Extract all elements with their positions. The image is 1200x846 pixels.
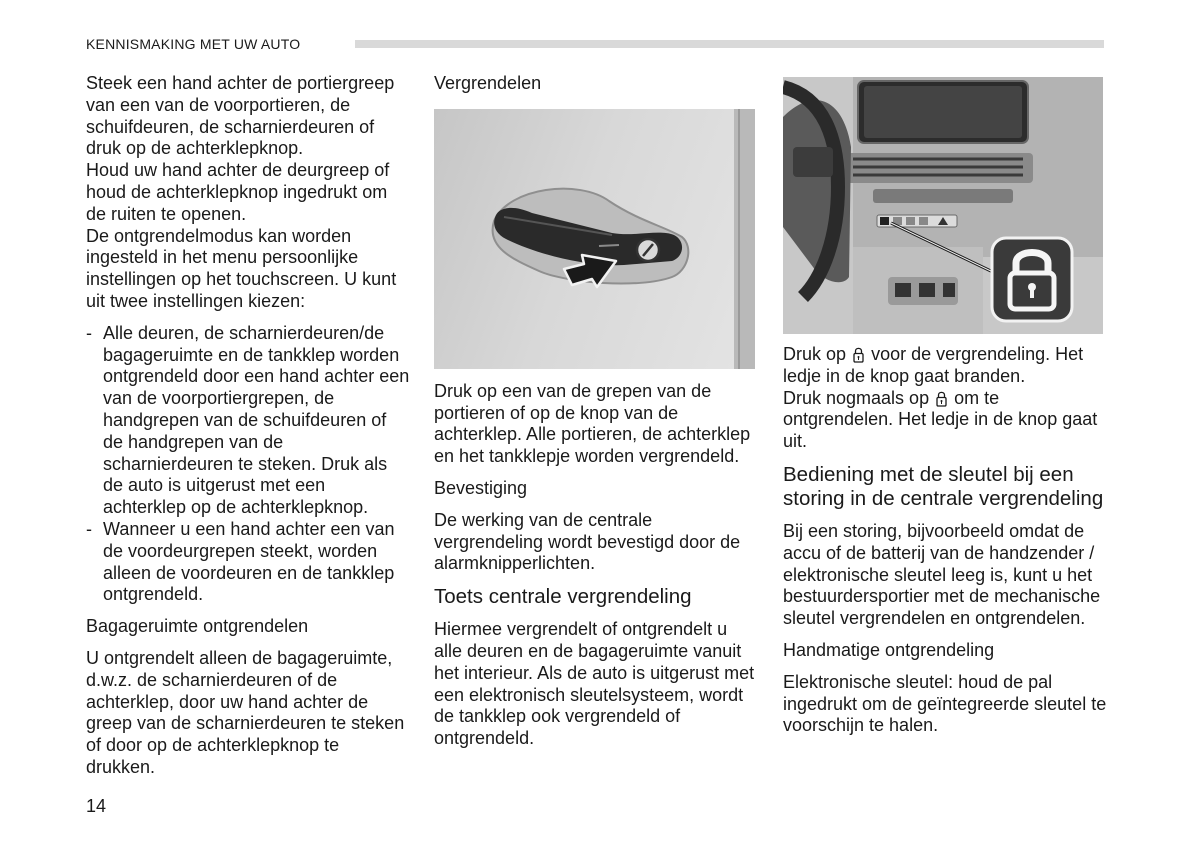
- list-item: [86, 519, 411, 606]
- paragraph: De werking van de centrale vergrendeling wordt bevestigd door de alarmknipperlichten.: [434, 509, 741, 574]
- paragraph: Druk op een van de grepen van de portieren of op de knop van de achterklep. Alle portieren, de achterklep en het tankklepje worden vergrendeld.: [434, 380, 751, 467]
- section-heading: Vergrendelen: [434, 73, 542, 93]
- section-heading: Bediening met de sleutel bij een storing in de centrale vergrendeling: [783, 462, 1104, 510]
- section-heading: Handmatige ontgrendeling: [783, 639, 995, 660]
- door-handle-drawing: [434, 109, 755, 369]
- door-handle-illustration: [434, 109, 755, 369]
- paragraph: [783, 388, 1108, 453]
- running-header: KENNISMAKING MET UW AUTO: [86, 36, 301, 52]
- section-heading: Bagageruimte ontgrendelen: [86, 616, 309, 637]
- section-heading: Toets centrale vergrendeling: [434, 585, 692, 609]
- list-item: [86, 323, 411, 519]
- padlock-icon: [936, 390, 947, 407]
- list-dash: -: [86, 322, 92, 343]
- padlock-icon: [853, 346, 864, 363]
- lock-instruction-suffix: voor de vergrendeling. Het ledje in de knop gaat branden.: [783, 344, 1084, 386]
- paragraph: Bij een storing, bijvoorbeeld omdat de accu of de batterij van de handzender / elektronische sleutel leeg is, kunt u het bestuurdersportier met de mechanische sleutel vergrendelen en ontgrendelen.: [783, 520, 1101, 629]
- column-1: [86, 73, 411, 779]
- list-item-text: Alle deuren, de scharnierdeuren/de bagageruimte en de tankklep worden ontgrendeld door een hand achter een van de voorportiergrepen, de handgrepen van de schuifdeuren of de handgrepen van de scharnierdeuren te steken. Druk als de auto is uitgerust met een achterklep op de achterklepknop.: [103, 322, 410, 518]
- paragraph: Elektronische sleutel: houd de pal ingedrukt om de geïntegreerde sleutel te voorschijn te halen.: [783, 671, 1107, 736]
- paragraph: De ontgrendelmodus kan worden ingesteld in het menu persoonlijke instellingen op het touchscreen. U kunt uit twee instellingen kiezen:: [86, 225, 397, 311]
- dashboard-illustration: [783, 77, 1103, 334]
- page-number: 14: [86, 796, 107, 816]
- column-2: [434, 73, 756, 750]
- paragraph: U ontgrendelt alleen de bagageruimte, d.w.z. de scharnierdeuren of de achterklep, door uw hand achter de greep van de scharnierdeuren te steken of door op de achterklepknop te drukken.: [86, 647, 405, 777]
- paragraph: Hiermee vergrendelt of ontgrendelt u alle deuren en de bagageruimte vanuit het interieur. Als de auto is uitgerust met een elektronisch sleutelsysteem, wordt de tankklep ook vergrendeld of ontgrendeld.: [434, 619, 755, 749]
- dashboard-drawing: [783, 77, 1103, 334]
- column-3: [783, 73, 1108, 737]
- padlock-icon: [992, 238, 1072, 321]
- unlock-instruction-prefix: Druk nogmaals op: [783, 387, 930, 408]
- lock-instruction-prefix: Druk op: [783, 344, 847, 364]
- paragraph: [783, 344, 1108, 388]
- paragraph: Steek een hand achter de portiergreep van een van de voorportieren, de schuifdeuren, de scharnierdeuren of druk op de achterklepknop.: [86, 73, 395, 159]
- unlock-instruction-suffix: om te ontgrendelen. Het ledje in de knop gaat uit.: [783, 387, 1098, 452]
- header-rule: [355, 40, 1104, 48]
- unlock-mode-list: [86, 323, 411, 606]
- paragraph: Houd uw hand achter de deurgreep of houd de achterklepknop ingedrukt om de ruiten te openen.: [86, 160, 390, 224]
- section-heading: Bevestiging: [434, 477, 528, 498]
- list-dash: -: [86, 518, 92, 539]
- list-item-text: Wanneer u een hand achter een van de voordeurgrepen steekt, worden alleen de voordeuren en de tankklep ontgrendeld.: [103, 518, 395, 605]
